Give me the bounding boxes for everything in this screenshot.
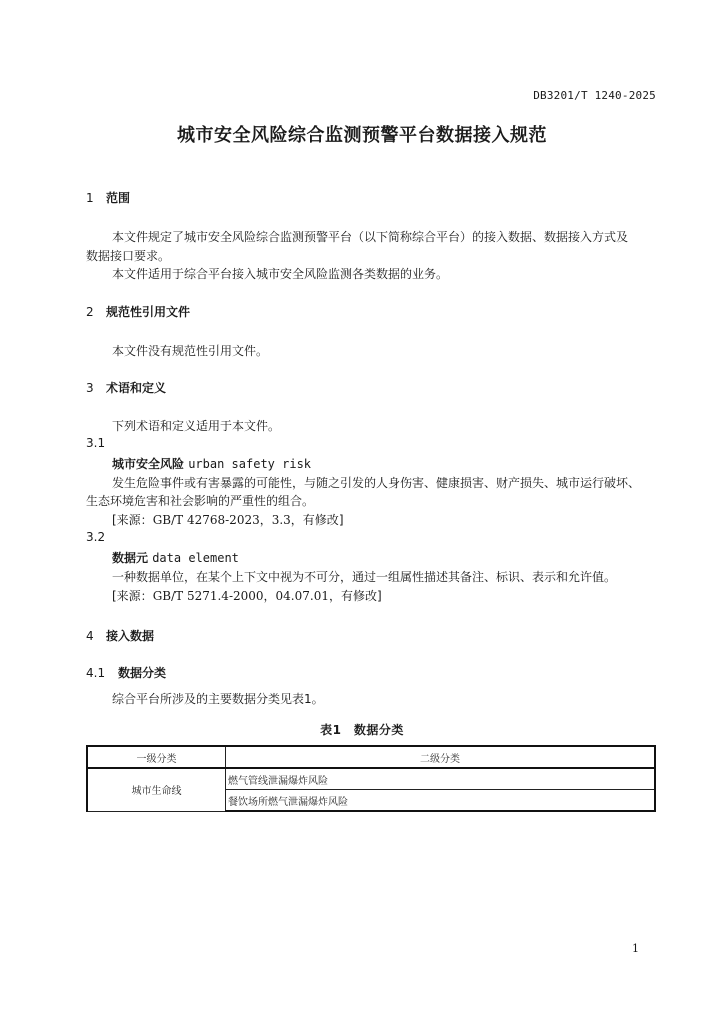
level-1-cell: 城市生命线 (87, 768, 226, 811)
table-1-caption: 表1 数据分类 (320, 723, 404, 737)
section-2-paragraph-1: 本文件没有规范性引用文件。 (112, 344, 269, 358)
section-1-paragraph-1-line-2: 数据接口要求。 (86, 249, 171, 263)
section-4-1-number: 4.1 (86, 666, 106, 680)
section-1-title: 范围 (106, 191, 131, 205)
term-2-source (112, 587, 382, 604)
term-2-number: 3.2 (86, 530, 106, 544)
section-4-number: 4 (86, 629, 94, 643)
column-header-level-2: 二级分类 (226, 746, 656, 768)
term-2-source-prefix: [来源： (112, 589, 153, 603)
table-1-data-classification (86, 745, 656, 812)
term-1-source-suffix: ] (338, 513, 344, 527)
term-2-chinese: 数据元 (112, 551, 149, 565)
section-4-1-paragraph-1: 综合平台所涉及的主要数据分类见表1。 (112, 692, 324, 706)
section-4-1-heading (86, 664, 166, 681)
section-2-number: 2 (86, 305, 94, 319)
term-1-source-reference: GB/T 42768-2023，3.3，有修改 (152, 513, 339, 527)
section-1-heading (86, 189, 130, 206)
section-4-1-title: 数据分类 (118, 666, 167, 680)
term-2-source-reference: GB/T 5271.4-2000，04.07.01，有修改 (152, 589, 377, 603)
term-1-definition-line-1: 发生危险事件或有害暴露的可能性，与随之引发的人身伤害、健康损害、财产损失、城市运行破坏、 (112, 476, 641, 490)
page-number: 1 (632, 942, 639, 955)
section-1-number: 1 (86, 191, 94, 205)
term-1-source-prefix: [来源： (112, 513, 153, 527)
table-header-row (87, 746, 655, 768)
level-2-cell: 餐饮场所燃气泄漏爆炸风险 (226, 790, 656, 812)
term-2-name (112, 549, 239, 566)
level-2-cell: 燃气管线泄漏爆炸风险 (226, 768, 656, 790)
section-3-number: 3 (86, 381, 94, 395)
term-1-chinese: 城市安全风险 (112, 457, 185, 471)
section-3-intro: 下列术语和定义适用于本文件。 (112, 419, 281, 433)
section-4-title: 接入数据 (106, 629, 155, 643)
column-header-level-1: 一级分类 (87, 746, 226, 768)
term-2-source-suffix: ] (376, 589, 382, 603)
section-2-title: 规范性引用文件 (106, 305, 191, 319)
term-1-source (112, 511, 344, 528)
term-2-english: data element (152, 551, 239, 565)
section-1-paragraph-1-line-1: 本文件规定了城市安全风险综合监测预警平台（以下简称综合平台）的接入数据、数据接入方式及 (112, 230, 629, 244)
section-1-paragraph-2: 本文件适用于综合平台接入城市安全风险监测各类数据的业务。 (112, 267, 449, 281)
term-2-definition-line-1: 一种数据单位，在某个上下文中视为不可分，通过一组属性描述其备注、标识、表示和允许值。 (112, 570, 617, 584)
term-1-definition-line-2: 生态环境危害和社会影响的严重性的组合。 (86, 494, 315, 508)
standard-code: DB3201/T 1240-2025 (533, 89, 656, 102)
section-3-heading (86, 379, 166, 396)
section-3-title: 术语和定义 (106, 381, 167, 395)
term-1-name (112, 455, 311, 472)
table-row (87, 768, 655, 790)
term-1-english: urban safety risk (188, 457, 312, 471)
document-title: 城市安全风险综合监测预警平台数据接入规范 (177, 125, 547, 146)
section-2-heading (86, 303, 190, 320)
term-1-number: 3.1 (86, 436, 106, 450)
section-4-heading (86, 627, 154, 644)
